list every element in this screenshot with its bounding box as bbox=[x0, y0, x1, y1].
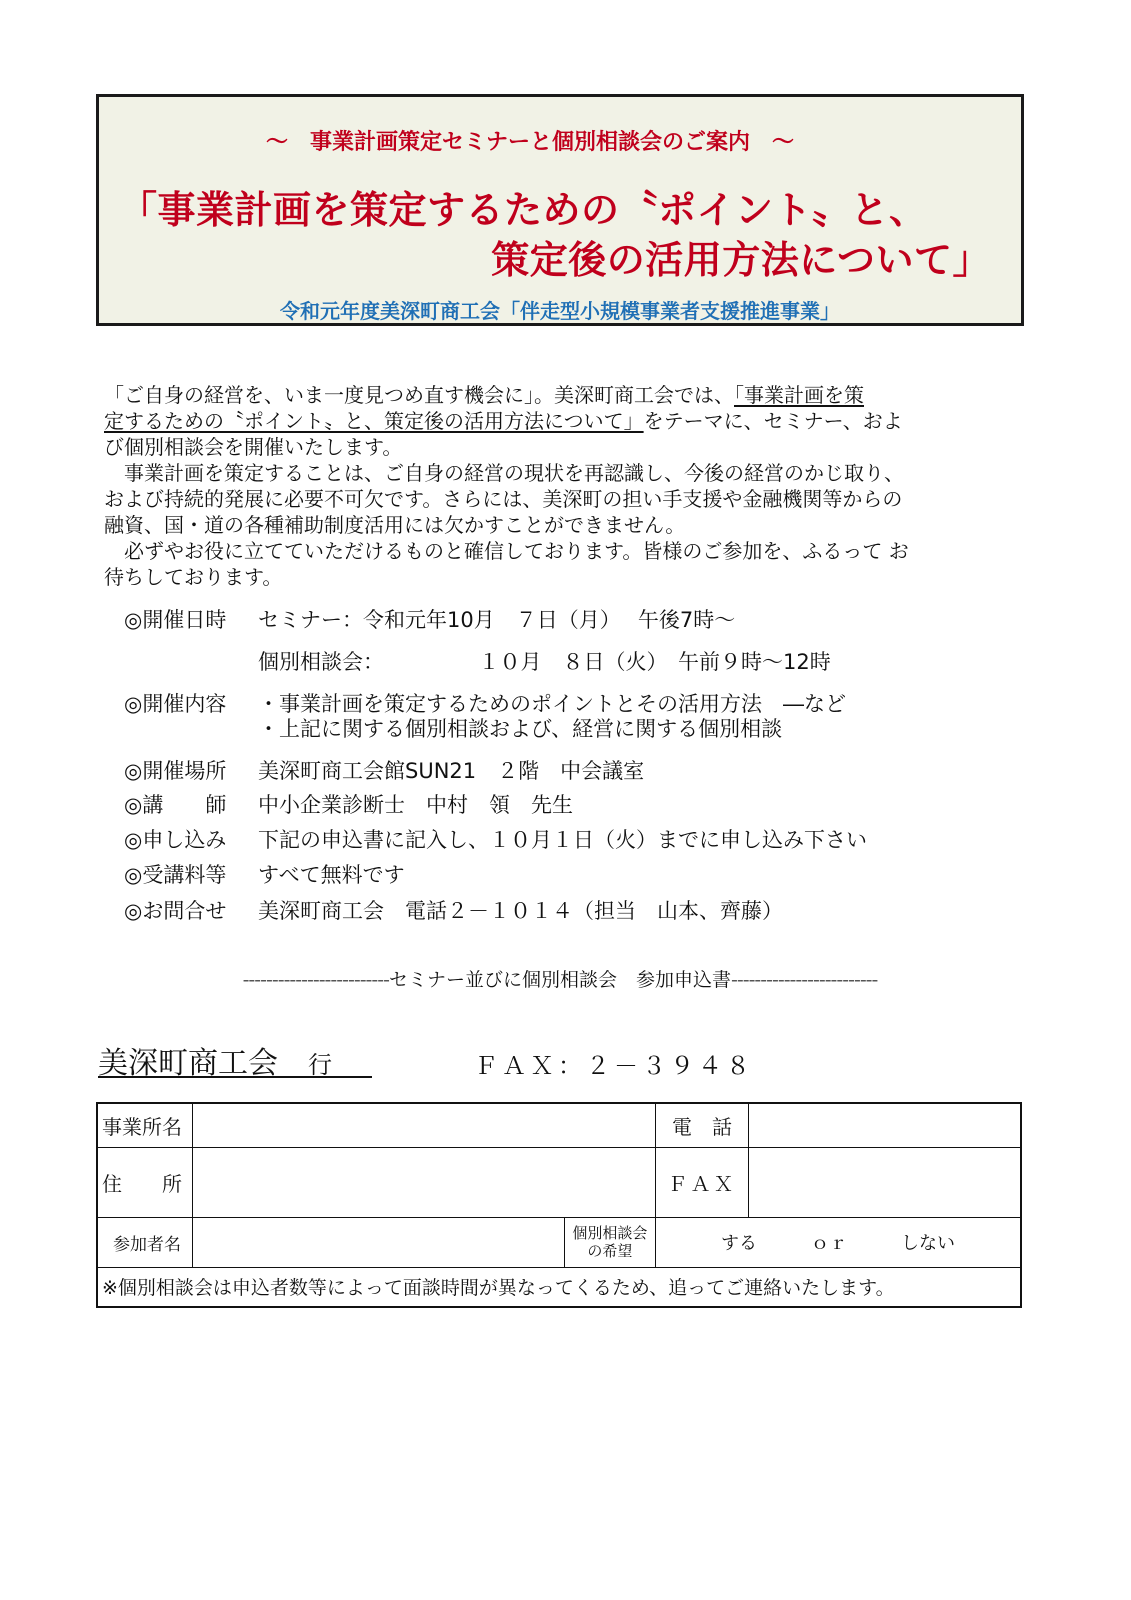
intro-line-2 bbox=[104, 408, 1004, 434]
separator-title: セミナー並びに個別相談会 参加申込書 bbox=[388, 969, 731, 991]
consult-wish-line2: の希望 bbox=[587, 1242, 633, 1260]
addressee bbox=[98, 1038, 372, 1081]
address-label: 住 所 bbox=[97, 1147, 193, 1217]
intro-p1-underline-2: 定するための〝ポイント〟と、策定後の活用方法について」 bbox=[104, 409, 644, 433]
content-label: ◎開催内容 bbox=[124, 692, 227, 716]
header-box bbox=[96, 94, 1024, 326]
phone-label: 電 話 bbox=[656, 1103, 749, 1147]
intro-line-3: び個別相談会を開催いたします。 bbox=[104, 435, 403, 459]
lecturer-value: 中小企業診断士 中村 領 先生 bbox=[258, 793, 573, 817]
header-subtitle: ～ 事業計画策定セミナーと個別相談会のご案内 ～ bbox=[265, 130, 794, 155]
consult-wish-label bbox=[564, 1217, 655, 1267]
apply-label: ◎申し込み bbox=[124, 828, 227, 852]
fee-value: すべて無料です bbox=[258, 863, 405, 887]
header-title-line1: 「事業計画を策定するための〝ポイント〟と、 bbox=[119, 188, 928, 232]
participant-field[interactable] bbox=[193, 1217, 565, 1267]
intro-line-4: 事業計画を策定することは、ご自身の経営の現状を再認識し、今後の経営のかじ取り、 bbox=[104, 461, 904, 485]
form-note: ※個別相談会は申込者数等によって面談時間が異なってくるため、追ってご連絡いたします。 bbox=[97, 1267, 1021, 1307]
intro-line-7: 必ずやお役に立てていただけるものと確信しております。皆様のご参加を、ふるって お bbox=[104, 539, 909, 563]
lecturer-label: ◎講 師 bbox=[124, 793, 227, 817]
contact-value: 美深町商工会 電話２－１０１４（担当 山本、齊藤） bbox=[258, 899, 783, 923]
intro-text bbox=[104, 382, 1004, 590]
consult-datetime: 個別相談会： １０月 ８日（火） 午前９時～12時 bbox=[258, 650, 831, 674]
choice-no[interactable]: しない bbox=[901, 1233, 955, 1254]
participant-label: 参加者名 bbox=[97, 1217, 193, 1267]
intro-line-5: および持続的発展に必要不可欠です。さらには、美深町の担い手支援や金融機関等からの bbox=[104, 487, 903, 511]
header-title-line2: 策定後の活用方法について」 bbox=[491, 238, 991, 282]
form-separator bbox=[98, 965, 1022, 992]
date-label: ◎開催日時 bbox=[124, 608, 227, 632]
place-label: ◎開催場所 bbox=[124, 759, 227, 783]
fax-label: ＦＡＸ bbox=[656, 1147, 749, 1217]
consult-wish-line1: 個別相談会 bbox=[572, 1224, 648, 1242]
content-item-2: ・上記に関する個別相談および、経営に関する個別相談 bbox=[258, 717, 783, 741]
apply-value: 下記の申込書に記入し、１０月１日（火）までに申し込み下さい bbox=[258, 828, 867, 852]
fax-number: ＦＡＸ：２－３９４８ bbox=[474, 1052, 754, 1080]
intro-line-8: 待ちしております。 bbox=[104, 565, 283, 589]
fax-field[interactable] bbox=[749, 1147, 1022, 1217]
consult-choice[interactable] bbox=[656, 1217, 1022, 1267]
office-name-field[interactable] bbox=[193, 1103, 656, 1147]
intro-p1-a: 「ご自身の経営を、いま一度見つめ直す機会に」。美深町商工会では、 bbox=[104, 383, 734, 407]
intro-line-1 bbox=[104, 382, 1004, 408]
contact-label: ◎お問合せ bbox=[124, 899, 227, 923]
separator-dashes-left: ------------------------- bbox=[242, 969, 389, 991]
choice-or: ｏｒ bbox=[811, 1233, 847, 1254]
intro-p1-b: をテーマに、セミナー、およ bbox=[643, 409, 903, 433]
seminar-datetime: セミナー：令和元年10月 ７日（月） 午後7時～ bbox=[258, 608, 736, 632]
separator-dashes-right: ------------------------- bbox=[731, 969, 878, 991]
addressee-suffix: 行 bbox=[308, 1051, 332, 1079]
choice-yes[interactable]: する bbox=[721, 1233, 757, 1254]
phone-field[interactable] bbox=[749, 1103, 1022, 1147]
intro-line-6: 融資、国・道の各種補助制度活用には欠かすことができません。 bbox=[104, 513, 686, 537]
address-field[interactable] bbox=[193, 1147, 656, 1217]
content-item-1: ・事業計画を策定するためのポイントとその活用方法 ―など bbox=[258, 692, 846, 716]
office-name-label: 事業所名 bbox=[97, 1103, 193, 1147]
intro-p1-underline-1: 「事業計画を策 bbox=[734, 383, 864, 407]
addressee-name: 美深町商工会 bbox=[98, 1046, 278, 1081]
fee-label: ◎受講料等 bbox=[124, 863, 227, 887]
application-form bbox=[96, 1102, 1022, 1308]
place-value: 美深町商工会館SUN21 ２階 中会議室 bbox=[258, 759, 645, 783]
header-organizer: 令和元年度美深町商工会「伴走型小規模事業者支援推進事業」 bbox=[280, 299, 840, 323]
